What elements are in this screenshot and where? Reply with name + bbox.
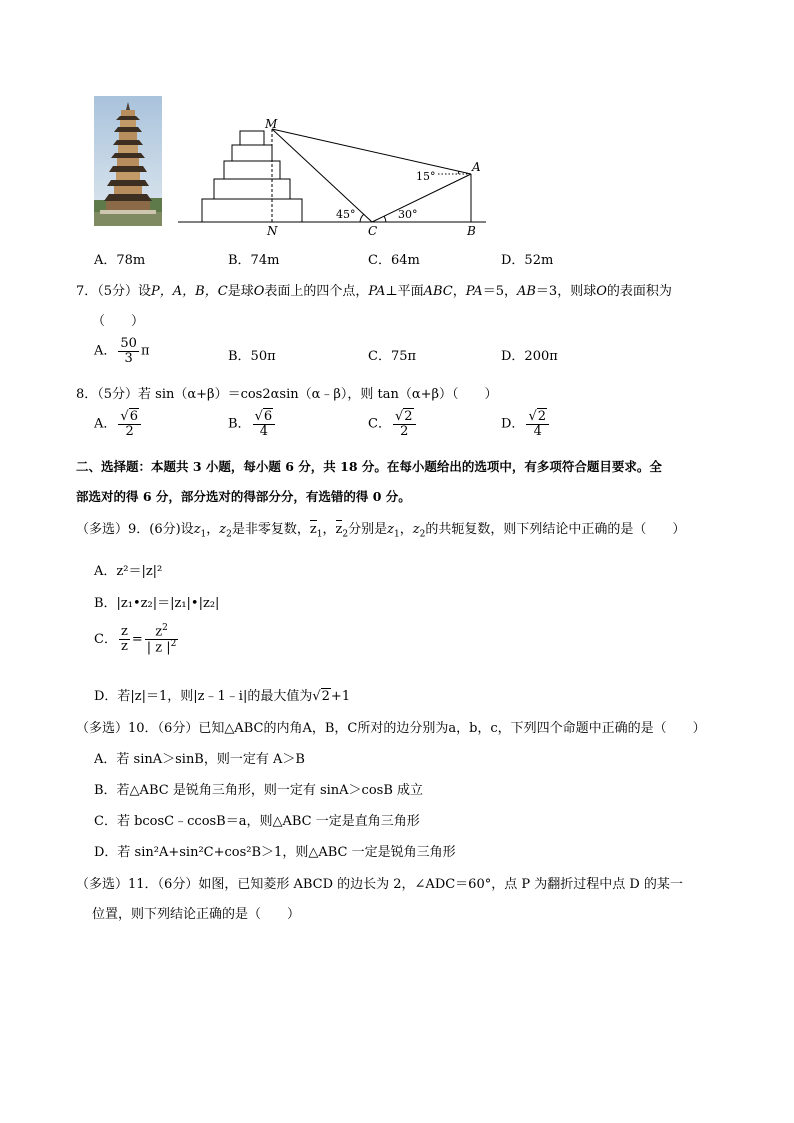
q10-option-b: B．若△ABC 是锐角三角形，则一定有 sinA＞cosB 成立 (94, 783, 423, 798)
pagoda-photo (94, 96, 162, 226)
q9-option-d: D．若|z|＝1，则|z﹣1﹣i|的最大值为√2+1 (94, 689, 351, 704)
q7-option-a: A． $\frac{50}{3}$ π (94, 336, 150, 366)
q7-option-c: C．75π (368, 349, 417, 364)
q11-stem-line1: （多选）11．（6分）如图，已知菱形 ABCD 的边长为 2，∠ADC＝60°，点 P 为翻折过程中点 D 的某一 (76, 877, 683, 892)
q9-stem: （多选）9．(6分)设$z_1$，$z_2$是非零复数，$z_1$，$z_2$分别是$z_1$，$z_2$的共轭复数，则下列结论中正确的是（ ） (76, 522, 686, 540)
label-a: A (472, 160, 481, 174)
q8-option-c: C． $\frac{√2}{2}$ (368, 410, 418, 438)
q8-option-b: B． $\frac{√6}{4}$ (228, 410, 277, 438)
q8-stem: 8．（5分）若 sin（α+β）＝cos2αsin（α﹣β），则 tan（α+β）（ ） (76, 387, 498, 402)
q7-stem: 7．（5分）设P，A，B，C是球O表面上的四个点，PA⊥平面ABC，PA＝5，AB＝3，则球O的表面积为 (76, 284, 672, 299)
q11-stem-line2: 位置，则下列结论正确的是（ ） (92, 907, 301, 922)
section2-heading-line1: 二、选择题：本题共 3 小题，每小题 6 分，共 18 分。在每小题给出的选项中，有多项符合题目要求。全 (76, 459, 662, 474)
label-m: M (265, 117, 278, 131)
q9-option-a: A．z²＝|z|² (94, 564, 163, 579)
q6-option-d: D．52m (501, 253, 554, 268)
q10-option-d: D．若 sin²A+sin²C+cos²B＞1，则△ABC 一定是锐角三角形 (94, 845, 456, 860)
q8-option-a: A． $\frac{√6}{2}$ (94, 410, 143, 438)
q9-option-b: B．|z₁•z₂|＝|z₁|•|z₂| (94, 596, 220, 611)
q6-option-a: A．78m (94, 253, 146, 268)
q10-stem: （多选）10．（6分）已知△ABC的内角A，B，C所对的边分别为a，b，c，下列四个命题中正确的是（ ） (76, 721, 706, 736)
q8-option-d: D． $\frac{√2}{4}$ (501, 410, 551, 438)
angle-45-label: 45° (336, 208, 356, 221)
angle-30-label: 30° (398, 208, 418, 221)
q9-option-c: C． $\frac{z}{z}$ = $\frac{z^2}{| z |^2}$ (94, 623, 177, 656)
label-b: B (467, 224, 476, 238)
q7-option-b: B．50π (228, 349, 276, 364)
q7-option-d: D．200π (501, 349, 558, 364)
q6-option-c: C．64m (368, 253, 420, 268)
label-c: C (368, 224, 378, 238)
label-n: N (267, 224, 278, 238)
angle-15-label: 15° (416, 170, 436, 183)
q10-option-c: C．若 bcosC﹣ccosB＝a，则△ABC 一定是直角三角形 (94, 814, 420, 829)
q6-option-b: B．74m (228, 253, 280, 268)
q10-option-a: A．若 sinA＞sinB，则一定有 A＞B (94, 752, 305, 767)
q7-paren: （ ） (92, 314, 145, 329)
section2-heading-line2: 部选对的得 6 分，部分选对的得部分分，有选错的得 0 分。 (76, 489, 411, 504)
geometry-diagram (170, 112, 500, 240)
